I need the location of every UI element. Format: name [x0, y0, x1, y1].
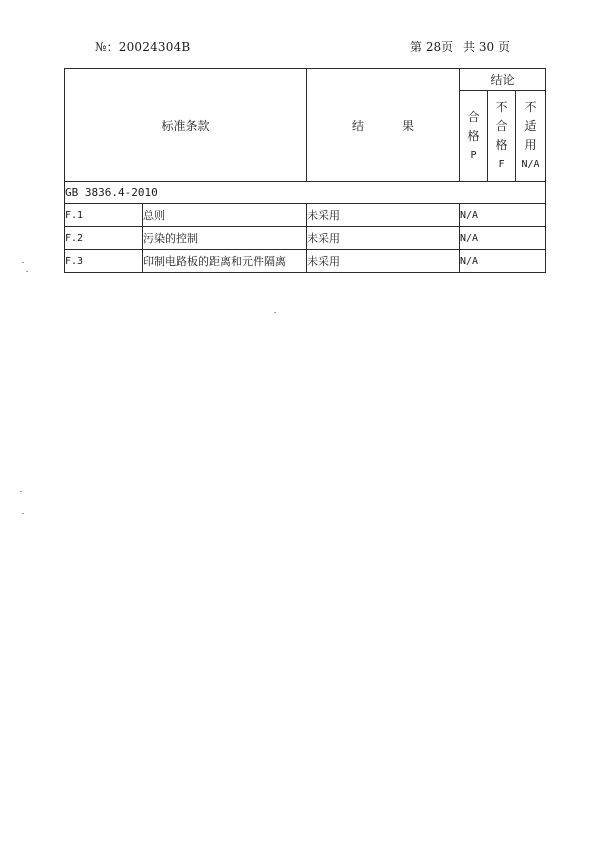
scan-speck	[22, 513, 24, 514]
result-cell: 未采用	[307, 250, 460, 273]
fail-header: 不合格 F	[488, 91, 516, 182]
table-row	[65, 227, 546, 250]
requirement-cell: 总则	[143, 204, 307, 227]
pass-header: 合格 P	[460, 91, 488, 182]
scan-speck	[274, 312, 276, 313]
clause-cell: F.1	[65, 204, 143, 227]
clause-cell: F.3	[65, 250, 143, 273]
scan-speck	[20, 491, 22, 492]
requirement-cell: 污染的控制	[143, 227, 307, 250]
report-table	[64, 68, 546, 273]
standard-name: GB 3836.4-2010	[65, 182, 546, 204]
page-current: 第 28页	[410, 40, 454, 54]
table-row	[65, 204, 546, 227]
standard-row	[65, 182, 546, 204]
scan-speck	[22, 262, 24, 263]
clause-cell: F.2	[65, 227, 143, 250]
result-cell: 未采用	[307, 204, 460, 227]
requirement-cell: 印制电路板的距离和元件隔离	[143, 250, 307, 273]
report-number: №：20024304B	[95, 40, 191, 54]
clause-header: 标准条款	[65, 69, 307, 182]
page-info	[410, 38, 510, 55]
verdict-header: 结论	[460, 69, 546, 91]
result-cell: 未采用	[307, 227, 460, 250]
table-row	[65, 250, 546, 273]
scan-speck	[26, 271, 28, 272]
page-total: 共 30 页	[463, 40, 510, 54]
verdict-cell: N/A	[460, 227, 546, 250]
table-header-row	[65, 69, 546, 91]
verdict-cell: N/A	[460, 250, 546, 273]
result-header: 结果	[307, 69, 460, 182]
verdict-cell: N/A	[460, 204, 546, 227]
na-header: 不适用 N/A	[516, 91, 546, 182]
